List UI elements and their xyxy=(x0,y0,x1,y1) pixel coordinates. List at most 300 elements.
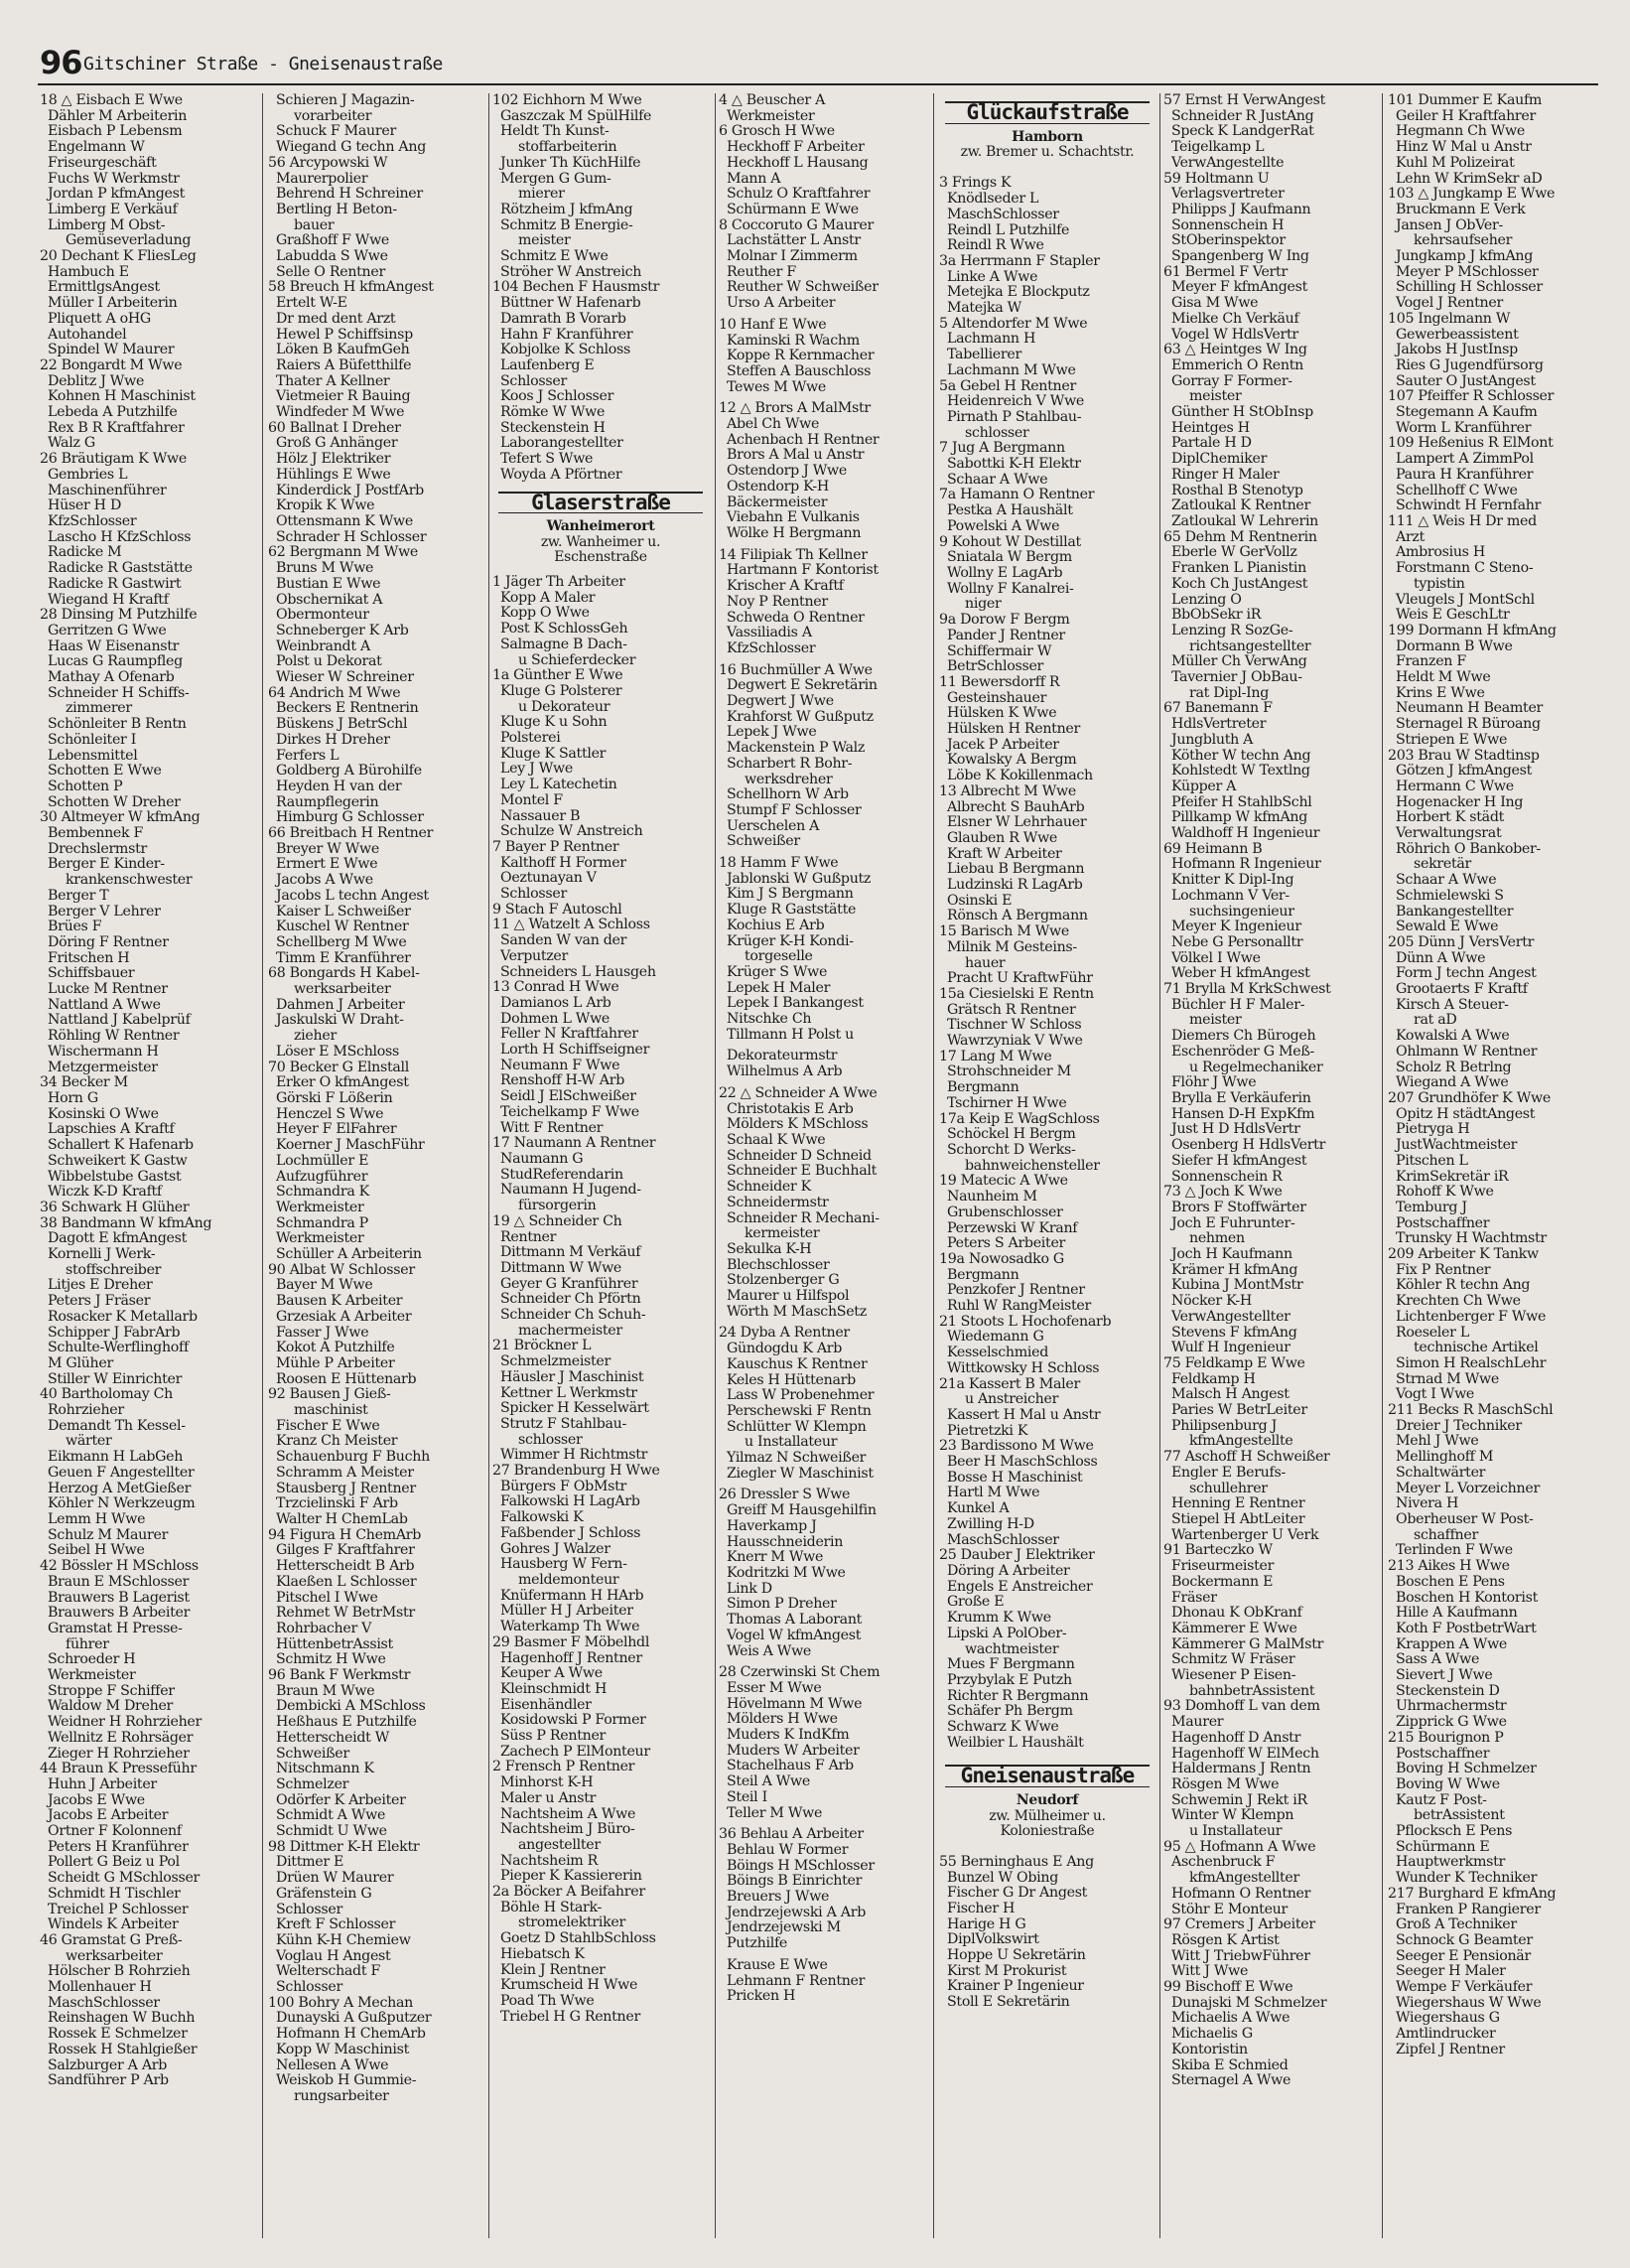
directory-entry: Jansen J ObVer- xyxy=(1396,216,1503,233)
directory-entry: 21 Bröckner L xyxy=(492,1338,592,1354)
directory-entry: Vogel W HdlsVertr xyxy=(1171,326,1298,343)
directory-entry: 62 Bergmann M Wwe xyxy=(268,544,419,561)
directory-entry: Hauptwerkmstr xyxy=(1396,1854,1505,1871)
directory-entry: Dirkes H Dreher xyxy=(276,731,390,748)
directory-entry: Köhler N Werkzeugm xyxy=(48,1495,196,1512)
directory-entry: Zipprick G Wwe xyxy=(1396,1714,1507,1731)
directory-entry: Herzog A MetGießer xyxy=(48,1480,192,1496)
directory-entry: Uerschelen A xyxy=(727,817,820,834)
directory-entry: Litjes E Dreher xyxy=(48,1277,153,1294)
directory-entry: Hagenhoff J Rentner xyxy=(500,1649,642,1666)
directory-entry: Heldt Th Kunst- xyxy=(500,123,610,140)
directory-entry: 9a Dorow F Bergm xyxy=(939,612,1070,629)
directory-entry: Schauenburg F Buchh xyxy=(276,1449,430,1466)
directory-entry: Löken B KaufmGeh xyxy=(276,342,410,358)
directory-entry: Neumann F Wwe xyxy=(500,1057,620,1073)
directory-entry: Jordan P kfmAngest xyxy=(48,186,185,203)
directory-entry: Kuschel W Rentner xyxy=(276,919,409,935)
directory-entry: Hansen D-H ExpKfm xyxy=(1171,1105,1315,1122)
directory-entry: Schroeder H xyxy=(48,1651,136,1668)
directory-entry: Urso A Arbeiter xyxy=(727,295,836,312)
directory-entry: stromelektriker xyxy=(518,1914,625,1931)
directory-entry: Ley J Wwe xyxy=(500,761,573,778)
directory-entry: Schmidt H Tischler xyxy=(48,1885,181,1902)
directory-entry: Verputzer xyxy=(500,947,568,964)
directory-entry: 91 Barteczko W xyxy=(1163,1542,1273,1559)
directory-entry: Lehmann F Rentner xyxy=(727,1972,866,1989)
directory-entry: Kornelli J Werk- xyxy=(48,1246,156,1263)
directory-entry: Schürmann E Wwe xyxy=(727,201,859,217)
directory-entry: 42 Bössler H MSchloss xyxy=(40,1558,199,1575)
directory-entry: Meyer L Vorzeichner xyxy=(1396,1480,1540,1496)
column-divider xyxy=(1159,93,1160,2238)
directory-entry: 27 Brandenburg H Wwe xyxy=(492,1463,660,1480)
directory-entry: Bruckmann E Verk xyxy=(1396,201,1526,217)
directory-entry: u Installateur xyxy=(1189,1823,1283,1840)
directory-entry: Schuck F Maurer xyxy=(276,123,396,140)
directory-entry: DiplChemiker xyxy=(1171,451,1268,468)
directory-entry: Hofmann R Ingenieur xyxy=(1171,856,1321,873)
directory-entry: Scharbert R Bohr- xyxy=(727,755,853,772)
directory-entry: 94 Figura H ChemArb xyxy=(268,1526,422,1543)
directory-entry: Seidl J ElSchweißer xyxy=(500,1088,636,1105)
directory-entry: 5a Gebel H Rentner xyxy=(939,377,1076,394)
directory-entry: 213 Aikes H Wwe xyxy=(1388,1558,1510,1575)
directory-entry: Waldhoff H Ingenieur xyxy=(1171,825,1320,842)
directory-entry: Windfeder M Wwe xyxy=(276,404,405,421)
directory-entry: Falkowski K xyxy=(500,1509,584,1526)
directory-entry: 63 △ Heintges W Ing xyxy=(1163,342,1307,358)
directory-entry: Heldt M Wwe xyxy=(1396,669,1491,686)
directory-entry: Gündogdu K Arb xyxy=(727,1341,843,1357)
directory-entry: Vietmeier R Bauing xyxy=(276,388,411,405)
street-location: Eschenstraße xyxy=(554,548,647,565)
directory-entry: M Glüher xyxy=(48,1354,113,1371)
directory-entry: Mehl J Wwe xyxy=(1396,1433,1479,1450)
directory-entry: BetrSchlosser xyxy=(947,658,1044,675)
directory-entry: Temburg J xyxy=(1396,1199,1467,1215)
directory-entry: Vogel J Rentner xyxy=(1396,295,1503,312)
directory-entry: fürsorgerin xyxy=(518,1198,597,1214)
column-divider xyxy=(933,93,934,2238)
directory-entry: 7 Bayer P Rentner xyxy=(492,838,619,855)
directory-entry: 1a Günther E Wwe xyxy=(492,667,623,684)
directory-entry: nehmen xyxy=(1189,1230,1245,1247)
directory-entry: 12 △ Brors A MalMstr xyxy=(719,400,871,417)
directory-entry: Schneider R Mechani- xyxy=(727,1209,880,1226)
directory-entry: Nassauer B xyxy=(500,807,581,824)
directory-entry: Postschaffner xyxy=(1396,1214,1490,1231)
directory-entry: Böhle H Stark- xyxy=(500,1899,603,1915)
directory-entry: Forstmann C Steno- xyxy=(1396,560,1534,577)
directory-entry: Dittmann W Wwe xyxy=(500,1259,622,1276)
directory-entry: Krüger K-H Kondi- xyxy=(727,932,854,949)
directory-entry: Krämer H kfmAng xyxy=(1171,1261,1298,1278)
directory-entry: Selle O Rentner xyxy=(276,263,385,280)
directory-entry: Boschen H Kontorist xyxy=(1396,1589,1538,1606)
directory-entry: Rossek H Stahlgießer xyxy=(48,2041,198,2057)
directory-entry: Lachmann H xyxy=(947,331,1036,348)
directory-entry: Nachtsheim A Wwe xyxy=(500,1805,636,1822)
directory-entry: Friseurgeschäft xyxy=(48,154,157,171)
directory-entry: niger xyxy=(965,596,1002,613)
directory-entry: rat aD xyxy=(1414,1012,1457,1029)
directory-entry: Feldkamp H xyxy=(1171,1370,1256,1387)
spacer xyxy=(939,1839,1155,1849)
directory-entry: Graßhoff F Wwe xyxy=(276,232,390,249)
directory-entry: Gohres J Walzer xyxy=(500,1540,611,1557)
directory-entry: Trunsky H Wachtmstr xyxy=(1396,1230,1547,1247)
directory-entry: Schwindt H Fernfahr xyxy=(1396,497,1542,514)
directory-entry: Amtlindrucker xyxy=(1396,2026,1496,2043)
directory-entry: 101 Dummer E Kaufm xyxy=(1388,93,1543,108)
directory-entry: Gräfenstein G xyxy=(276,1885,372,1902)
directory-entry: 64 Andrich M Wwe xyxy=(268,684,401,701)
directory-entry: Dreier J Techniker xyxy=(1396,1417,1522,1434)
directory-entry: Wollny F Kanalrei- xyxy=(947,580,1074,597)
directory-entry: machermeister xyxy=(518,1322,622,1339)
directory-entry: Geyer G Kranführer xyxy=(500,1275,638,1292)
directory-entry: Schneiders L Hausgeh xyxy=(500,963,656,980)
directory-entry: Abel Ch Wwe xyxy=(727,416,820,433)
directory-entry: Molnar I Zimmerm xyxy=(727,248,858,265)
directory-entry: Demandt Th Kessel- xyxy=(48,1417,186,1434)
directory-entry: Degwert E Sekretärin xyxy=(727,677,878,694)
directory-entry: Gilges F Kraftfahrer xyxy=(276,1542,415,1559)
directory-entry: Verlagsvertreter xyxy=(1171,186,1285,203)
directory-entry: Odörfer K Arbeiter xyxy=(276,1791,406,1808)
directory-entry: Heckhoff F Arbeiter xyxy=(727,139,865,156)
directory-entry: Fritschen H xyxy=(48,949,130,966)
directory-entry: Maschinenführer xyxy=(48,482,167,498)
directory-entry: Tillmann H Polst u xyxy=(727,1026,854,1043)
directory-entry: Kettner L Werkmstr xyxy=(500,1384,637,1401)
directory-entry: Witt J TriebwFührer xyxy=(1171,1947,1310,1964)
directory-entry: Steffen A Bauschloss xyxy=(727,362,872,379)
directory-entry: Lass W Probenehmer xyxy=(727,1387,875,1404)
directory-entry: Schilling H Schlosser xyxy=(1396,279,1543,296)
directory-entry: Schmielewski S xyxy=(1396,887,1504,904)
directory-entry: Pirnath P Stahlbau- xyxy=(947,408,1082,425)
directory-entry: 104 Bechen F Hausmstr xyxy=(492,279,660,296)
directory-entry: 19 △ Schneider Ch xyxy=(492,1212,622,1229)
directory-entry: Fräser xyxy=(1171,1589,1217,1606)
directory-entry: Kauschus K Rentner xyxy=(727,1355,868,1372)
directory-entry: Mues F Bergmann xyxy=(947,1656,1075,1673)
directory-entry: Voglau H Angest xyxy=(276,1947,391,1964)
directory-entry: Krechten Ch Wwe xyxy=(1396,1293,1521,1310)
directory-entry: 95 △ Hofmann A Wwe xyxy=(1163,1838,1316,1855)
directory-entry: Berger T xyxy=(48,887,109,904)
directory-entry: Tefert S Wwe xyxy=(500,451,594,468)
directory-entry: Dekorateurmstr xyxy=(727,1048,838,1064)
directory-entry: u Installateur xyxy=(745,1434,838,1451)
directory-entry: Roosen E Hüttenarb xyxy=(276,1370,417,1387)
street-heading xyxy=(945,101,1150,124)
directory-entry: Ortner F Kolonnenf xyxy=(48,1823,182,1840)
directory-entry: Thater A Kellner xyxy=(276,372,390,389)
directory-entry: Eikmann H LabGeh xyxy=(48,1449,184,1466)
directory-entry: MaschSchlosser xyxy=(48,1994,160,2011)
directory-entry: 67 Banemann F xyxy=(1163,700,1273,717)
directory-entry: 17 Lang M Wwe xyxy=(939,1048,1052,1064)
directory-entry: Mölders H Wwe xyxy=(727,1711,838,1728)
directory-entry: Joch H Kaufmann xyxy=(1171,1246,1292,1263)
directory-entry: Spangenberg W Ing xyxy=(1171,248,1309,265)
directory-entry: Klein J Rentner xyxy=(500,1961,606,1978)
directory-entry: Reuther F xyxy=(727,263,796,280)
directory-entry: 211 Becks R MaschSchl xyxy=(1388,1402,1554,1419)
directory-entry: Horbert K städt xyxy=(1396,809,1505,826)
directory-entry: Powelski A Wwe xyxy=(947,517,1060,534)
directory-entry: Gemüseverladung xyxy=(66,232,192,249)
directory-entry: Wölke H Bergmann xyxy=(727,524,862,541)
directory-entry: Autohandel xyxy=(48,326,127,343)
directory-entry: 77 Aschoff H Schweißer xyxy=(1163,1449,1330,1466)
directory-entry: Dembicki A MSchloss xyxy=(276,1698,426,1715)
directory-entry: Schaltwärter xyxy=(1396,1464,1486,1481)
directory-entry: Milnik M Gesteins- xyxy=(947,938,1077,955)
directory-entry: Wiegand G techn Ang xyxy=(276,139,426,156)
column-6 xyxy=(1163,93,1380,2238)
page-title: Gitschiner Straße - Gneisenaustraße xyxy=(83,54,443,74)
directory-entry: Ostendorp K-H xyxy=(727,478,829,495)
directory-entry: Hartl M Wwe xyxy=(947,1485,1040,1501)
directory-entry: Schiffsbauer xyxy=(48,965,135,982)
directory-entry: angestellter xyxy=(518,1836,601,1853)
directory-entry: Jacek P Arbeiter xyxy=(947,736,1059,753)
directory-entry: Scholz R Betrlng xyxy=(1396,1059,1512,1075)
directory-entry: Windels K Arbeiter xyxy=(48,1916,179,1933)
directory-entry: 10 Hanf E Wwe xyxy=(719,316,827,333)
directory-entry: Kontoristin xyxy=(1171,2041,1248,2057)
directory-entry: Koth F PostbetrWart xyxy=(1396,1620,1537,1636)
directory-entry: 40 Bartholomay Ch xyxy=(40,1386,174,1403)
directory-entry: Sabottki K-H Elektr xyxy=(947,456,1081,473)
directory-entry: Aufzugführer xyxy=(276,1168,368,1185)
directory-entry: Triebel H G Rentner xyxy=(500,2008,640,2025)
directory-entry: Wibbelstube Gastst xyxy=(48,1168,182,1185)
directory-entry: Harige H G xyxy=(947,1915,1026,1932)
directory-entry: 13 Albrecht M Wwe xyxy=(939,782,1076,799)
directory-entry: Wartenberger U Verk xyxy=(1171,1526,1319,1543)
directory-entry: Obschernikat A xyxy=(276,591,383,608)
directory-entry: Lepek I Bankangest xyxy=(727,995,864,1012)
directory-entry: Degwert J Wwe xyxy=(727,693,834,710)
directory-entry: 60 Ballnat I Dreher xyxy=(268,419,401,436)
directory-entry: Ertelt W-E xyxy=(276,295,347,312)
directory-entry: Schüller A Arbeiterin xyxy=(276,1246,422,1263)
directory-entry: Mölders K MSchloss xyxy=(727,1116,869,1133)
directory-entry: Dohmen L Wwe xyxy=(500,1010,611,1027)
directory-entry: Ley L Katechetin xyxy=(500,777,617,793)
directory-entry: Diemers Ch Bürogeh xyxy=(1171,1028,1316,1045)
directory-entry: Erker O kfmAngest xyxy=(276,1074,409,1091)
directory-entry: Teller M Wwe xyxy=(727,1804,823,1821)
directory-entry: Grzesiak A Arbeiter xyxy=(276,1308,412,1325)
directory-entry: Sonnenschein H xyxy=(1171,216,1285,233)
directory-entry: Braun E MSchlosser xyxy=(48,1573,190,1590)
directory-entry: 107 Pfeiffer R Schlosser xyxy=(1388,388,1555,405)
directory-entry: Heckhoff L Hausang xyxy=(727,154,869,171)
directory-entry: Sievert J Wwe xyxy=(1396,1667,1493,1684)
directory-entry: Bayer M Wwe xyxy=(276,1277,373,1294)
directory-entry: Steil A Wwe xyxy=(727,1773,810,1790)
directory-entry: Schmandra P xyxy=(276,1214,368,1231)
directory-entry: richtsangestellter xyxy=(1189,638,1311,654)
directory-entry: Metejka E Blockputz xyxy=(947,284,1090,301)
directory-entry: Dahmen J Arbeiter xyxy=(276,996,405,1013)
directory-entry: Spicker H Kesselwärt xyxy=(500,1400,649,1417)
directory-entry: Albrecht S BauhArb xyxy=(947,798,1085,815)
directory-entry: Schmitz B Energie- xyxy=(500,216,633,233)
directory-entry: Wempe F Verkäufer xyxy=(1396,1979,1533,1996)
directory-entry: Vogt I Wwe xyxy=(1396,1386,1475,1403)
directory-entry: Eschenröder G Meß- xyxy=(1171,1043,1314,1060)
directory-entry: Tavernier J ObBau- xyxy=(1171,669,1302,686)
directory-entry: Kreft F Schlosser xyxy=(276,1916,396,1933)
directory-entry: Ohlmann W Rentner xyxy=(1396,1043,1538,1060)
directory-entry: Goetz D StahlbSchloss xyxy=(500,1930,656,1947)
directory-entry: Mühle P Arbeiter xyxy=(276,1354,395,1371)
directory-entry: Lichtenberger F Wwe xyxy=(1396,1308,1547,1325)
directory-entry: Wörth M MaschSetz xyxy=(727,1303,867,1320)
directory-entry: Steckenstein D xyxy=(1396,1682,1500,1699)
directory-entry: Kopp W Maschinist xyxy=(276,2041,409,2057)
directory-entry: Arzt xyxy=(1396,528,1426,545)
directory-entry: Weinbrandt A xyxy=(276,638,370,654)
directory-entry: Peters S Arbeiter xyxy=(947,1235,1066,1252)
directory-entry: 13 Conrad H Wwe xyxy=(492,979,619,996)
directory-entry: Gerritzen G Wwe xyxy=(48,622,167,638)
directory-entry: Hölscher B Rohrzieh xyxy=(48,1963,191,1980)
directory-entry: Perzewski W Kranf xyxy=(947,1219,1078,1236)
directory-entry: Schneider H Schiffs- xyxy=(48,684,190,701)
directory-entry: Schramm A Meister xyxy=(276,1464,414,1481)
directory-entry: Engler E Berufs- xyxy=(1171,1464,1286,1481)
directory-entry: Büttner W Hafenarb xyxy=(500,295,641,312)
directory-entry: Weber H kfmAngest xyxy=(1171,965,1310,982)
directory-entry: 65 Dehm M Rentnerin xyxy=(1163,528,1317,545)
directory-entry: zieher xyxy=(294,1028,337,1045)
directory-entry: betrAssistent xyxy=(1414,1807,1505,1824)
directory-entry: Kraft W Arbeiter xyxy=(947,845,1062,862)
directory-entry: meldemonteur xyxy=(518,1571,619,1588)
directory-entry: Lenzing R SozGe- xyxy=(1171,622,1293,638)
street-name: Glaserstraße xyxy=(531,490,670,514)
directory-entry: Lachstätter L Anstr xyxy=(727,232,861,249)
directory-entry: Eberle W GerVollz xyxy=(1171,544,1297,561)
directory-entry: Siefer H kfmAngest xyxy=(1171,1152,1307,1169)
directory-entry: Wiegershaus G xyxy=(1396,2010,1500,2027)
directory-entry: Skiba E Schmied xyxy=(1171,2056,1289,2073)
directory-entry: Witt J Wwe xyxy=(1171,1963,1249,1980)
directory-entry: MaschSchlosser xyxy=(947,1531,1059,1548)
directory-entry: 92 Bausen J Gieß- xyxy=(268,1386,391,1403)
directory-entry: Lachmann M Wwe xyxy=(947,361,1076,378)
directory-entry: Partale H D xyxy=(1171,435,1252,452)
directory-entry: Pestka A Haushält xyxy=(947,502,1073,519)
directory-entry: Gaszczak M SpülHilfe xyxy=(500,107,652,124)
directory-entry: DiplVolkswirt xyxy=(947,1931,1039,1948)
directory-entry: Knüfermann H HArb xyxy=(500,1587,644,1604)
directory-entry: ErmittlgsAngest xyxy=(48,279,160,296)
directory-entry: KrimSekretär iR xyxy=(1396,1168,1509,1185)
directory-entry: Brauwers B Lagerist xyxy=(48,1589,190,1606)
directory-entry: Wollny E LagArb xyxy=(947,564,1063,581)
directory-entry: Krappen A Wwe xyxy=(1396,1635,1508,1652)
directory-entry: wachtmeister xyxy=(965,1640,1059,1657)
directory-entry: Nebe G Personalltr xyxy=(1171,933,1303,950)
directory-entry: Schrader H Schlosser xyxy=(276,528,427,545)
directory-entry: Lampert A ZimmPol xyxy=(1396,451,1534,468)
directory-entry: Raiers A Büfetthilfe xyxy=(276,356,412,373)
directory-entry: Zipfel J Rentner xyxy=(1396,2041,1505,2057)
directory-entry: Poad Th Wwe xyxy=(500,1992,595,2009)
directory-entry: Blechschlosser xyxy=(727,1256,830,1273)
directory-entry: 59 Holtmann U xyxy=(1163,170,1270,187)
directory-entry: Grätsch R Rentner xyxy=(947,1001,1076,1018)
directory-entry: Müller Ch VerwAng xyxy=(1171,653,1307,670)
directory-entry: Kim J S Bergmann xyxy=(727,886,854,903)
directory-entry: Friseurmeister xyxy=(1171,1558,1275,1575)
directory-entry: Günther H StObInsp xyxy=(1171,404,1313,421)
directory-entry: Boschen E Pens xyxy=(1396,1573,1505,1590)
directory-entry: Bürgers F ObMstr xyxy=(500,1478,626,1494)
directory-entry: Schorcht D Werks- xyxy=(947,1142,1076,1158)
directory-entry: Fuchs W Werkmstr xyxy=(48,170,180,187)
directory-entry: Schneider Ch Pförtn xyxy=(500,1291,641,1308)
directory-entry: 9 Kohout W Destillat xyxy=(939,533,1081,550)
directory-entry: Reinshagen W Buchh xyxy=(48,2010,196,2027)
directory-entry: Koerner J MaschFühr xyxy=(276,1137,425,1154)
directory-entry: Werkmeister xyxy=(727,107,815,124)
directory-entry: Große E xyxy=(947,1594,1005,1611)
directory-entry: Tewes M Wwe xyxy=(727,378,826,395)
directory-entry: Kinderdick J PostfArb xyxy=(276,482,424,498)
directory-entry: Engels E Anstreicher xyxy=(947,1578,1093,1595)
directory-entry: Ruhl W RangMeister xyxy=(947,1298,1092,1315)
directory-entry: Hegmann Ch Wwe xyxy=(1396,123,1525,140)
directory-entry: rungsarbeiter xyxy=(294,2088,389,2104)
directory-entry: Raumpflegerin xyxy=(276,793,379,810)
directory-entry: Schweißer xyxy=(727,833,800,850)
directory-entry: Mielke Ch Verkäuf xyxy=(1171,310,1299,327)
directory-entry: Hövelmann M Wwe xyxy=(727,1695,863,1712)
directory-entry: Schaal K Wwe xyxy=(727,1132,826,1148)
directory-entry: Franken P Rangierer xyxy=(1396,1901,1541,1917)
directory-entry: Michaelis A Wwe xyxy=(1171,2010,1290,2027)
directory-entry: Jungkamp J kfmAng xyxy=(1396,248,1534,265)
directory-entry: Gewerbeassistent xyxy=(1396,326,1519,343)
directory-entry: Kosinski O Wwe xyxy=(48,1105,159,1122)
directory-entry: mierer xyxy=(518,186,565,203)
directory-entry: Worm L Kranführer xyxy=(1396,419,1532,436)
directory-entry: Stöhr E Monteur xyxy=(1171,1901,1288,1917)
district-name: Neudorf xyxy=(1016,1792,1079,1809)
directory-entry: Huhn J Arbeiter xyxy=(48,1775,157,1792)
directory-entry: Gramstat H Presse- xyxy=(48,1620,183,1636)
directory-entry: Vleugels J MontSchl xyxy=(1396,591,1535,608)
directory-entry: Gesteinshauer xyxy=(947,689,1047,706)
directory-entry: Mann A xyxy=(727,170,781,187)
directory-entry: Schulz O Kraftfahrer xyxy=(727,186,871,203)
directory-entry: Maler u Anstr xyxy=(500,1789,597,1806)
directory-entry: Kobjolke K Schloss xyxy=(500,342,630,358)
directory-entry: Teichelkamp F Wwe xyxy=(500,1103,639,1120)
directory-entry: BbObSekr iR xyxy=(1171,607,1262,624)
directory-entry: Kropik K Wwe xyxy=(276,497,375,514)
